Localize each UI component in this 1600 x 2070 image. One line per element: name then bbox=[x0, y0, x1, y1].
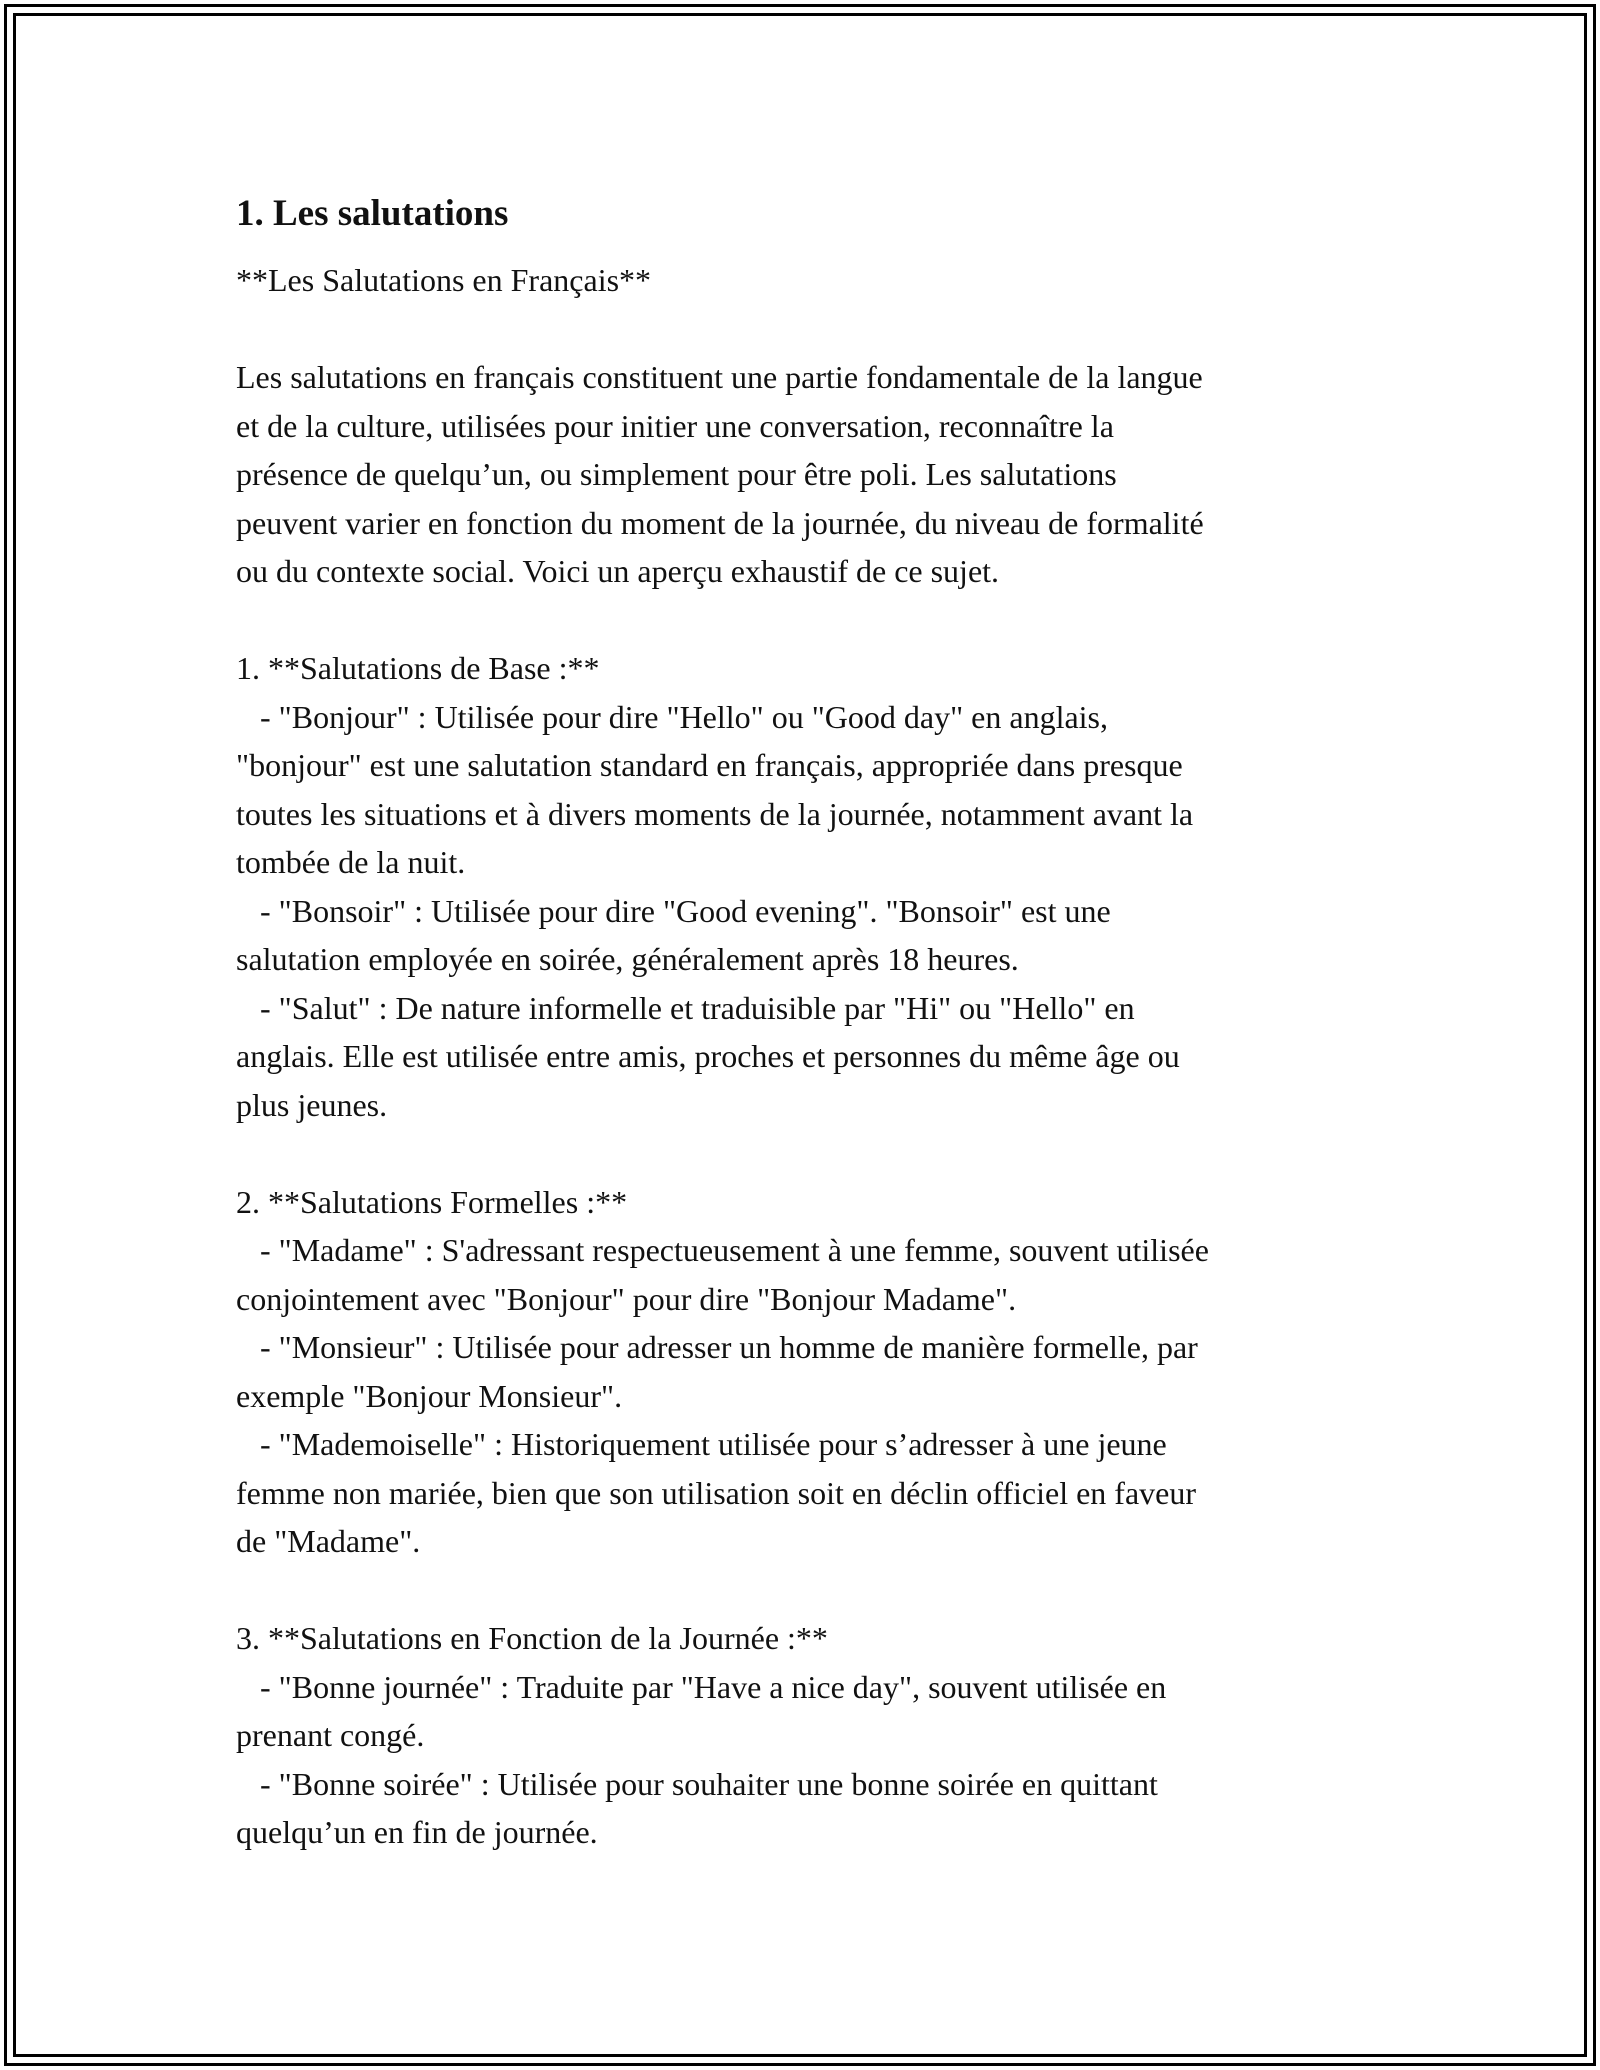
text-line: - "Bonjour" : Utilisée pour dire "Hello" ou "Good day" en anglais, bbox=[236, 698, 1108, 735]
section-heading: 2. **Salutations Formelles :** bbox=[236, 1183, 628, 1220]
text-line: - "Madame" : S'adressant respectueusement à une femme, souvent utilisée bbox=[236, 1232, 1209, 1268]
text-line: et de la culture, utilisées pour initier une conversation, reconnaître la bbox=[236, 407, 1114, 444]
document-subtitle: **Les Salutations en Français** bbox=[236, 262, 652, 298]
text-line: plus jeunes. bbox=[236, 1086, 388, 1123]
section-heading: 1. **Salutations de Base :** bbox=[236, 650, 600, 686]
blank-line bbox=[236, 596, 1366, 645]
text-line: - "Bonne journée" : Traduite par "Have a nice day", souvent utilisée en bbox=[236, 1668, 1167, 1705]
text-line: "bonjour" est une salutation standard en français, appropriée dans presque bbox=[236, 747, 1183, 783]
text-line: salutation employée en soirée, généralement après 18 heures. bbox=[236, 941, 1019, 977]
text-line: - "Bonne soirée" : Utilisée pour souhaiter une bonne soirée en quittant bbox=[236, 1765, 1158, 1802]
blank-line bbox=[236, 305, 1366, 354]
text-line: ou du contexte social. Voici un aperçu exhaustif de ce sujet. bbox=[236, 553, 1000, 589]
intro-paragraph bbox=[236, 353, 1366, 596]
text-line: peuvent varier en fonction du moment de la journée, du niveau de formalité bbox=[236, 504, 1204, 541]
blank-line bbox=[236, 1566, 1366, 1615]
text-line: tombée de la nuit. bbox=[236, 844, 466, 880]
text-line: prenant congé. bbox=[236, 1717, 425, 1753]
text-line: - "Monsieur" : Utilisée pour adresser un homme de manière formelle, par bbox=[236, 1329, 1198, 1365]
text-line: exemple "Bonjour Monsieur". bbox=[236, 1377, 623, 1414]
text-line: femme non mariée, bien que son utilisation soit en déclin officiel en faveur bbox=[236, 1474, 1196, 1511]
section-formal-greetings bbox=[236, 1178, 1366, 1566]
document-body bbox=[236, 186, 1366, 1857]
text-line: anglais. Elle est utilisée entre amis, proches et personnes du même âge ou bbox=[236, 1038, 1180, 1074]
section-heading: 3. **Salutations en Fonction de la Journée :** bbox=[236, 1620, 828, 1656]
text-line: toutes les situations et à divers moments de la journée, notamment avant la bbox=[236, 795, 1194, 832]
blank-line bbox=[236, 1129, 1366, 1178]
document-title: 1. Les salutations bbox=[236, 193, 509, 234]
section-time-of-day-greetings bbox=[236, 1614, 1366, 1857]
text-line: - "Mademoiselle" : Historiquement utilisée pour s’adresser à une jeune bbox=[236, 1426, 1167, 1462]
text-line: quelqu’un en fin de journée. bbox=[236, 1814, 598, 1850]
section-basic-greetings bbox=[236, 644, 1366, 1129]
text-line: - "Salut" : De nature informelle et traduisible par "Hi" ou "Hello" en bbox=[236, 989, 1135, 1026]
text-line: de "Madame". bbox=[236, 1523, 421, 1559]
text-line: Les salutations en français constituent une partie fondamentale de la langue bbox=[236, 359, 1203, 395]
text-line: - "Bonsoir" : Utilisée pour dire "Good evening". "Bonsoir" est une bbox=[236, 892, 1111, 929]
text-line: conjointement avec "Bonjour" pour dire "Bonjour Madame". bbox=[236, 1280, 1017, 1317]
text-line: présence de quelqu’un, ou simplement pour être poli. Les salutations bbox=[236, 456, 1117, 492]
